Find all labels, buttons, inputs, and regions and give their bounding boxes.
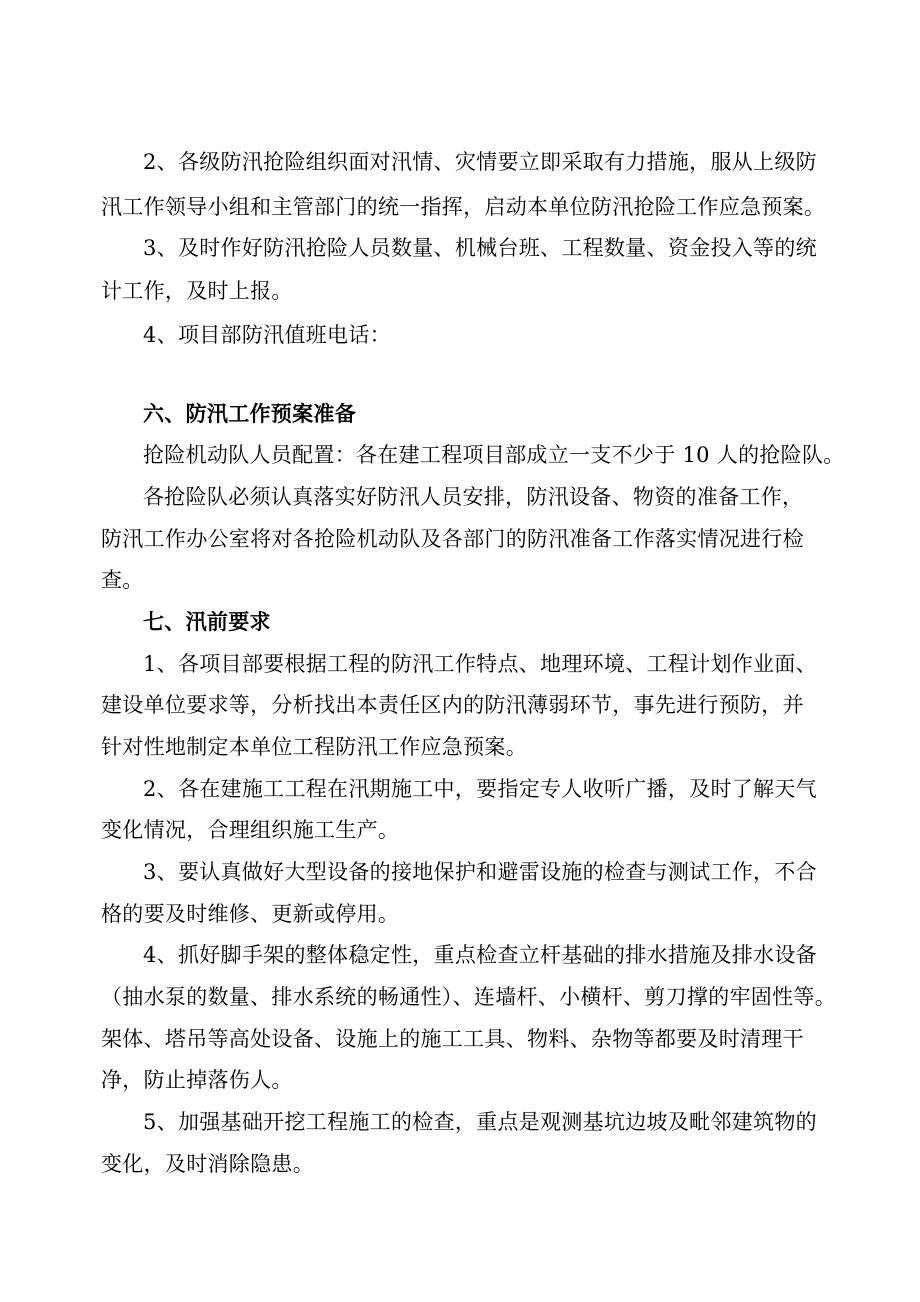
section6-heading: 六、防汛工作预案准备 [143,401,356,426]
s5-item4-line1: 4、项目部防汛值班电话： [143,323,391,347]
s5-item2-line1: 2、各级防汛抢险组织面对汛情、灾情要立即采取有力措施，服从上级防 [143,150,817,174]
s7-item4-line1: 4、抓好脚手架的整体稳定性，重点检查立杆基础的排水措施及排水设备 [143,943,817,967]
s7-item1-line1: 1、各项目部要根据工程的防汛工作特点、地理环境、工程计划作业面、 [143,652,817,676]
s7-item4-line3: 架体、塔吊等高处设备、设施上的施工工具、物料、杂物等都要及时清理干 [101,1027,804,1051]
s5-item3-line2: 计工作，及时上报。 [101,279,293,303]
s5-item3-line1: 3、及时作好防汛抢险人员数量、机械台班、工程数量、资金投入等的统 [143,236,817,260]
s7-item5-line1: 5、加强基础开挖工程施工的检查，重点是观测基坑边坡及毗邻建筑物的 [143,1110,817,1134]
s5-item2-line2: 汛工作领导小组和主管部门的统一指挥，启动本单位防汛抢险工作应急预案。 [101,195,826,219]
s6-para2-line1: 各抢险队必须认真落实好防汛人员安排，防汛设备、物资的准备工作， [143,485,804,509]
s7-item5-line2: 变化，及时消除隐患。 [101,1152,314,1176]
s6-para2-line3: 查。 [101,568,144,592]
s7-item2-line1: 2、各在建施工工程在汛期施工中，要指定专人收听广播，及时了解天气 [143,777,817,801]
s6-para2-line2: 防汛工作办公室将对各抢险机动队及各部门的防汛准备工作落实情况进行检 [101,527,804,551]
section7-heading: 七、汛前要求 [143,609,271,634]
s7-item3-line2: 格的要及时维修、更新或停用。 [101,902,400,926]
s7-item1-line3: 针对性地制定本单位工程防汛工作应急预案。 [101,735,527,759]
s7-item4-line4: 净，防止掉落伤人。 [101,1068,293,1092]
s6-para1-line1: 抢险机动队人员配置：各在建工程项目部成立一支不少于 10 人的抢险队。 [143,443,845,467]
s7-item2-line2: 变化情况，合理组织施工生产。 [101,818,400,842]
s7-item3-line1: 3、要认真做好大型设备的接地保护和避雷设施的检查与测试工作，不合 [143,860,817,884]
s7-item1-line2: 建设单位要求等，分析找出本责任区内的防汛薄弱环节，事先进行预防，并 [101,693,804,717]
s7-item4-line2: （抽水泵的数量、排水系统的畅通性）、连墙杆、小横杆、剪刀撑的牢固性等。 [101,985,836,1009]
